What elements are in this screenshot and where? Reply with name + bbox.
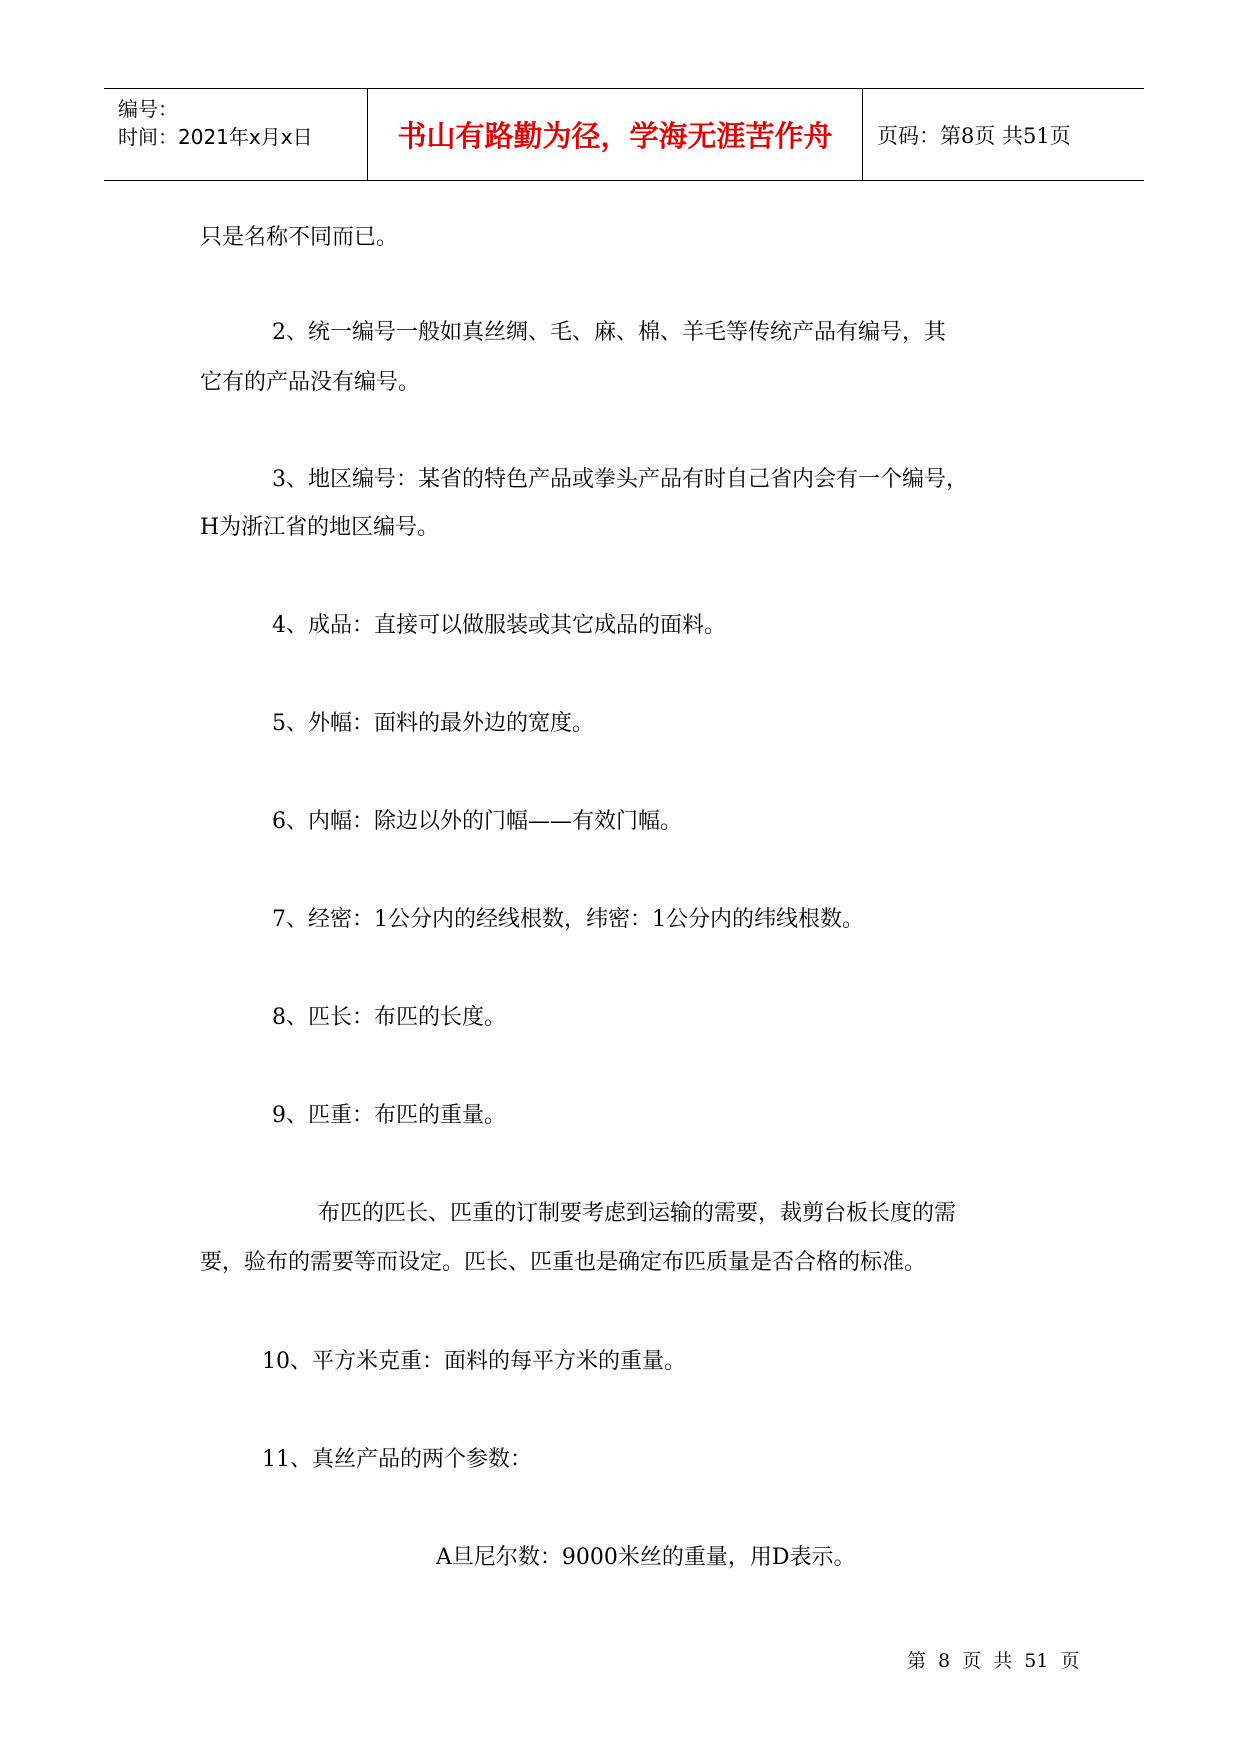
header-motto-cell	[368, 89, 863, 180]
paragraph-8: 8、匹长：布匹的长度。	[272, 1005, 506, 1030]
serial-label: 编号：	[118, 97, 178, 121]
header-page-code: 页码：第8页 共51页	[877, 123, 1071, 148]
paragraph-12: 11、真丝产品的两个参数：	[262, 1447, 532, 1472]
header-motto: 书山有路勤为径，学海无涯苦作舟	[397, 119, 833, 153]
paragraph-3-line-1: 3、地区编号：某省的特色产品或拳头产品有时自己省内会有一个编号，	[272, 467, 968, 492]
paragraph-7: 7、经密：1公分内的经线根数，纬密：1公分内的纬线根数。	[272, 907, 864, 932]
paragraph-2-line-2: 它有的产品没有编号。	[200, 370, 421, 395]
header-info-cell	[104, 89, 368, 180]
page-footer: 第 8 页 共 51 页	[907, 1650, 1080, 1672]
page-header	[104, 88, 1144, 181]
paragraph-6: 6、内幅：除边以外的门幅——有效门幅。	[272, 809, 682, 834]
paragraph-4: 4、成品：直接可以做服装或其它成品的面料。	[272, 613, 726, 638]
paragraph-13: A旦尼尔数：9000米丝的重量，用D表示。	[436, 1545, 856, 1570]
paragraph-10-line-1: 布匹的匹长、匹重的订制要考虑到运输的需要，裁剪台板长度的需	[318, 1201, 957, 1226]
time-label: 时间：2021年x月x日	[118, 125, 313, 149]
paragraph-10-line-2: 要，验布的需要等而设定。匹长、匹重也是确定布匹质量是否合格的标准。	[200, 1250, 927, 1275]
paragraph-9: 9、匹重：布匹的重量。	[272, 1103, 506, 1128]
paragraph-5: 5、外幅：面料的最外边的宽度。	[272, 711, 594, 736]
paragraph-3-line-2: H为浙江省的地区编号。	[200, 515, 440, 540]
paragraph-2-line-1: 2、统一编号一般如真丝绸、毛、麻、棉、羊毛等传统产品有编号，其	[272, 320, 946, 345]
paragraph-1: 只是名称不同而已。	[200, 225, 399, 250]
paragraph-11: 10、平方米克重：面料的每平方米的重量。	[262, 1349, 686, 1374]
